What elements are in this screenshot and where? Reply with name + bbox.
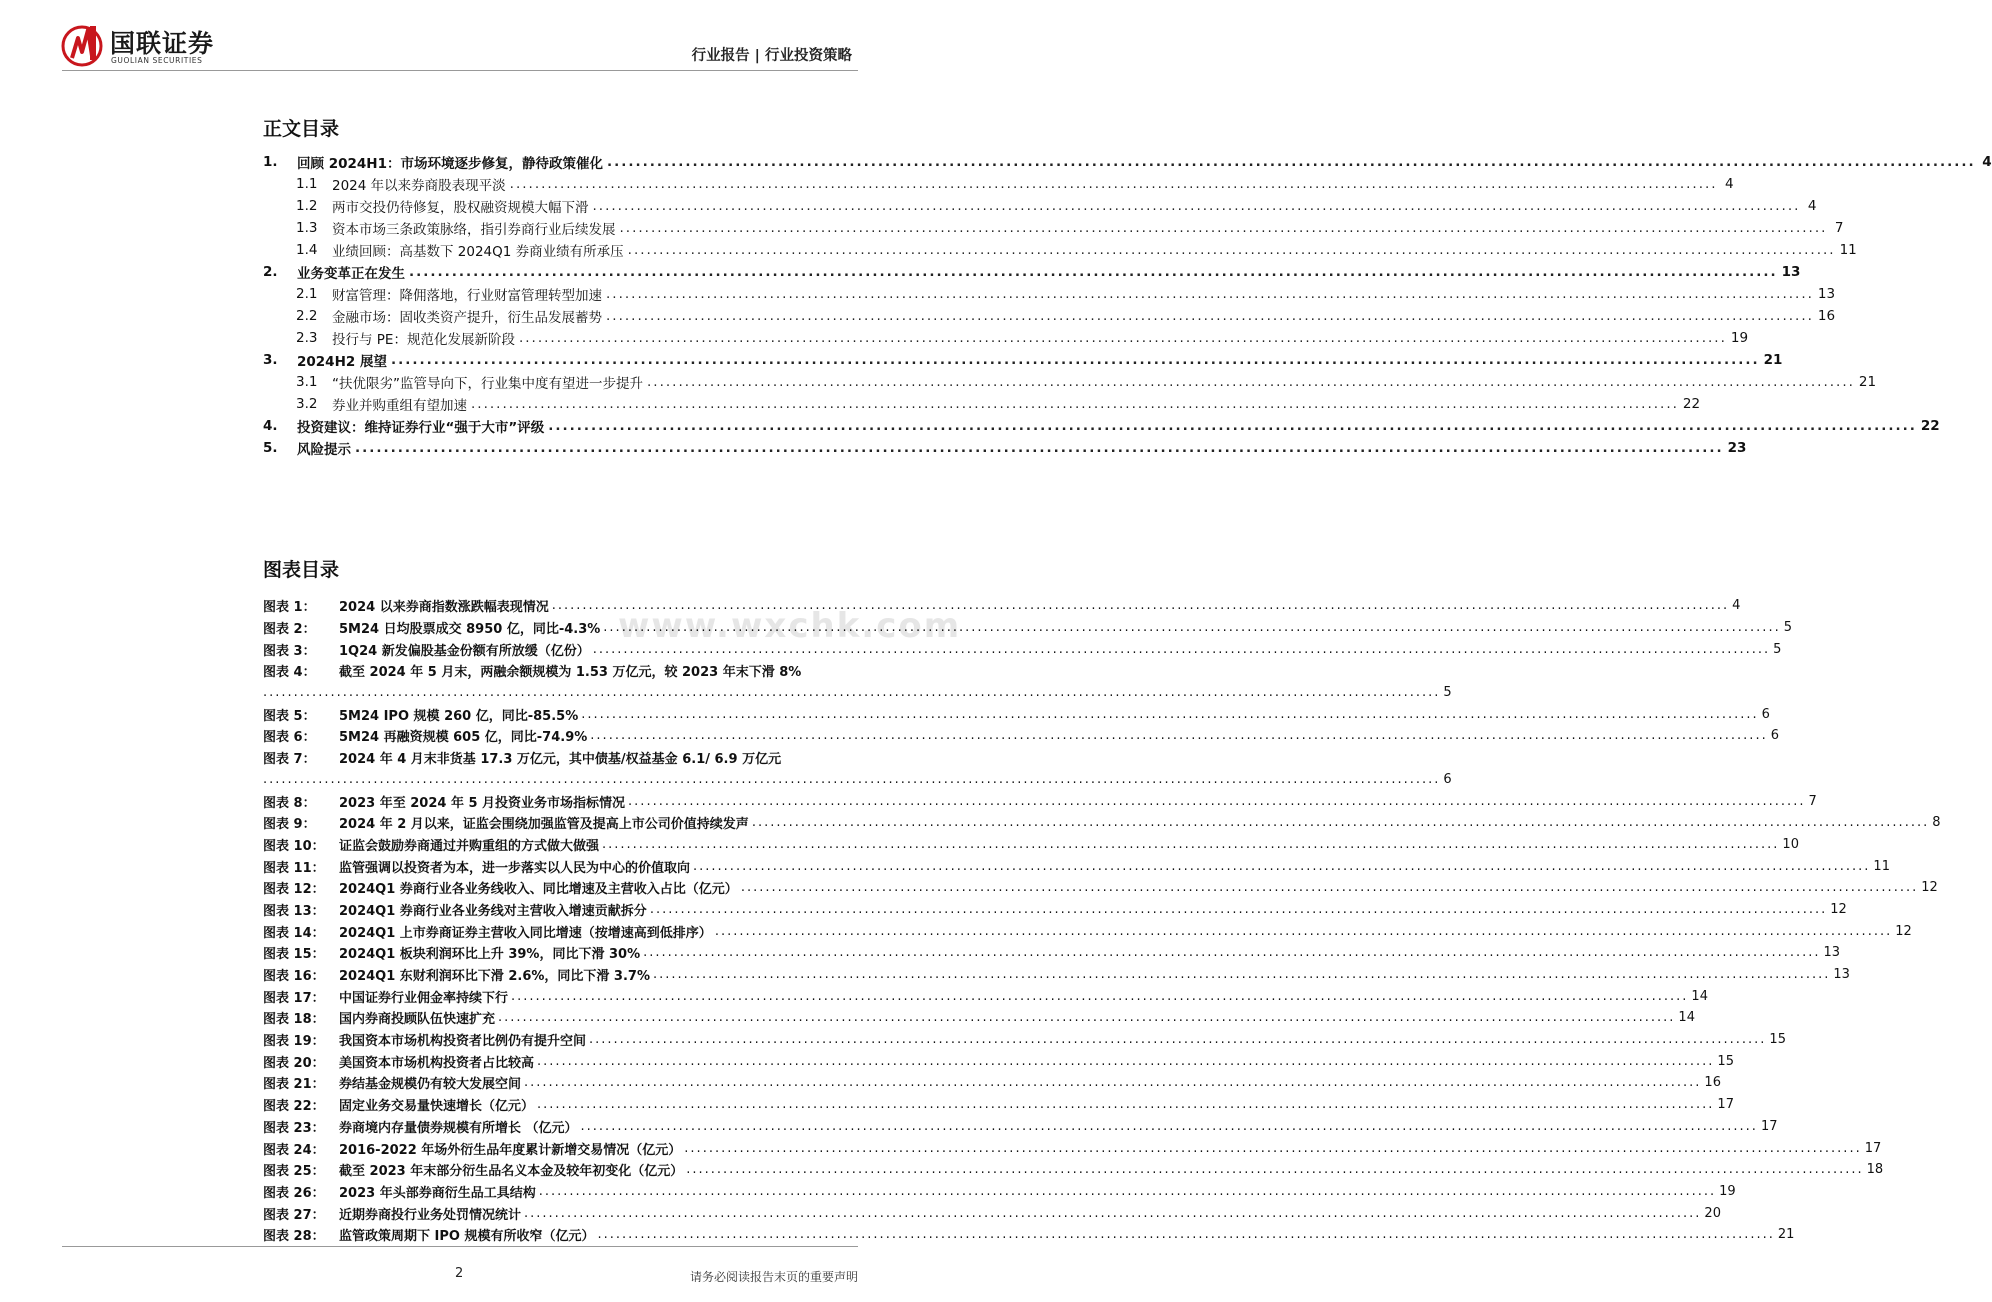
figure-page: 12 [1895,923,1912,939]
dot-leader [647,902,1830,917]
dot-leader [712,924,1895,939]
figure-page: 10 [1782,836,1799,852]
dot-leader [603,154,1980,170]
figure-title: 固定业务交易量快速增长（亿元） [339,1099,535,1115]
figure-title: 我国资本市场机构投资者比例仍有提升空间 [339,1034,587,1050]
figure-label: 图表 4： [263,665,316,681]
figure-page: 7 [1808,793,1817,809]
dot-leader [515,330,1731,346]
page-header [0,0,920,80]
figure-label: 图表 11： [263,860,325,876]
dot-leader [467,396,1683,412]
toc-entry-number: 1.2 [296,198,318,214]
figure-page: 20 [1704,1205,1721,1221]
figure-entry[interactable] [263,1202,1721,1224]
figure-label: 图表 15： [263,947,325,963]
toc-entry-page: 21 [1858,374,1877,390]
toc-entry-page: 13 [1817,286,1836,302]
figure-label: 图表 3： [263,643,316,659]
figure-title: 2016-2022 年场外衍生品年度累计新增交易情况（亿元） [339,1142,682,1158]
figure-entry[interactable] [263,1094,1734,1116]
figure-page: 16 [1704,1075,1721,1091]
figure-entry[interactable] [263,725,1779,747]
dot-leader [578,1119,1761,1134]
figure-label: 图表 13： [263,903,325,919]
dot-leader [590,642,1773,657]
toc-entry-title: 金融市场：固收类资产提升，衍生品发展蓄势 [332,310,602,326]
toc-entry[interactable] [263,305,1836,327]
figure-entry[interactable] [263,790,1817,812]
figure-page: 18 [1866,1162,1884,1178]
logo-subtext: GUOLIAN SECURITIES [111,56,203,65]
figure-page: 17 [1864,1140,1882,1156]
watermark: www.wxchk.com [618,606,962,646]
header-divider [62,70,858,71]
toc-entry[interactable] [263,261,1801,283]
figure-title: 1Q24 新发偏股基金份额有所放缓（亿份） [339,643,590,659]
figure-label: 图表 16： [263,969,325,985]
figure-entry[interactable] [263,1050,1734,1072]
figure-entry[interactable] [263,595,1741,617]
figure-page: 15 [1717,1053,1734,1069]
figure-label: 图表 26： [263,1185,325,1201]
figure-list [263,595,1941,1246]
figure-label: 图表 22： [263,1099,325,1115]
dot-leader [544,418,1921,434]
toc-entry-title: 资本市场三条政策脉络，指引券商行业后续发展 [332,222,616,238]
toc-entry-title: “扶优限劣”监管导向下，行业集中度有望进一步提升 [332,376,643,392]
toc-entry[interactable] [263,415,1940,437]
toc-entry-title: 2024H2 展望 [297,354,387,370]
figure-title: 截至 2024 年 5 月末，两融余额规模为 1.53 万亿元，较 2023 年末下滑 8% [339,665,802,681]
figure-entry[interactable] [263,985,1708,1007]
dot-leader [263,772,1443,787]
figure-title: 截至 2023 年末部分衍生品名义本金及较年初变化（亿元） [339,1164,684,1180]
dot-leader [405,264,1782,280]
dot-leader [534,1097,1717,1112]
figure-label: 图表 2： [263,622,316,638]
figure-page: 17 [1760,1118,1778,1134]
toc-entry[interactable] [263,283,1836,305]
figure-page: 13 [1833,967,1850,983]
figure-title: 2024Q1 上市券商证券主营收入同比增速（按增速高到低排序） [339,925,712,941]
toc-entry-title: 投行与 PE：规范化发展新阶段 [332,332,515,348]
figure-entry[interactable] [263,1137,1882,1159]
dot-leader [536,1184,1719,1199]
toc-entry-title: 券业并购重组有望加速 [332,398,467,414]
toc-entry[interactable] [263,371,1877,393]
figure-entry[interactable] [263,920,1912,942]
figure-page: 5 [1783,620,1792,636]
figure-label: 图表 6： [263,730,316,746]
dot-leader [624,242,1840,258]
dot-leader [625,794,1808,809]
figure-page: 15 [1769,1032,1786,1048]
figure-label: 图表 10： [263,838,325,854]
dot-leader [578,707,1761,722]
figure-page: 5 [1773,641,1782,657]
figure-title: 近期券商投行业务处罚情况统计 [339,1207,522,1223]
figure-title: 国内券商投顾队伍快速扩充 [339,1012,496,1028]
toc-entry[interactable] [263,393,1701,415]
figure-entry[interactable] [263,1224,1795,1246]
dot-leader [602,286,1818,302]
figure-title: 2023 年头部券商衍生品工具结构 [339,1185,536,1201]
figure-page: 4 [1732,598,1741,614]
figure-entry[interactable] [263,747,855,769]
toc-entry-number: 2.2 [296,308,318,324]
figure-page: 8 [1932,815,1941,831]
dot-leader [586,1032,1769,1047]
toc-title: 正文目录 [263,118,340,140]
toc-entry[interactable] [263,327,1749,349]
figure-title: 美国资本市场机构投资者占比较高 [339,1055,535,1071]
figure-entry[interactable] [263,1116,1778,1138]
figure-title: 证监会鼓励券商通过并购重组的方式做大做强 [339,838,600,854]
toc-entry-title: 业务变革正在发生 [297,266,405,282]
dot-leader [534,1054,1717,1069]
figure-title: 2024Q1 东财利润环比下滑 2.6%，同比下滑 3.7% [339,969,650,985]
toc-entry-title: 回顾 2024H1：市场环境逐步修复，静待政策催化 [297,156,603,172]
toc-entry-page: 22 [1682,396,1701,412]
figure-page: 12 [1921,880,1938,896]
figure-label: 图表 28： [263,1229,325,1245]
dot-leader [650,967,1833,982]
toc-entry-number: 5. [263,440,278,456]
dot-leader [594,1227,1777,1242]
figure-entry[interactable] [263,812,1941,834]
toc-entry-title: 财富管理：降佣落地，行业财富管理转型加速 [332,288,602,304]
dot-leader [683,1162,1866,1177]
figure-label: 图表 1： [263,600,316,616]
footer-divider [62,1246,858,1247]
figure-page: 6 [1770,728,1779,744]
figure-title: 5M24 日均股票成交 8950 亿，同比-4.3% [339,622,601,638]
toc-entry-page: 23 [1727,440,1747,456]
toc-entry-number: 2.3 [296,330,318,346]
dot-leader [616,220,1832,236]
figure-entry[interactable] [263,1159,1884,1181]
report-type: 行业报告 | 行业投资策略 [691,48,852,64]
figure-label: 图表 8： [263,795,316,811]
figure-entry[interactable] [263,942,1841,964]
toc-entry-number: 3.2 [296,396,318,412]
figure-title: 2024 年 2 月以来，证监会围绕加强监管及提高上市公司价值持续发声 [339,817,749,833]
figure-page: 13 [1823,945,1841,961]
toc-entry-page: 19 [1730,330,1749,346]
figure-page: 5 [1443,685,1452,701]
company-logo [62,20,242,70]
figure-label: 图表 9： [263,817,316,833]
figure-entry[interactable] [263,834,1799,856]
figure-title: 2024Q1 券商行业各业务线收入、同比增速及主营收入占比（亿元） [339,882,738,898]
figure-label: 图表 24： [263,1142,325,1158]
toc-entry-title: 业绩回顾：高基数下 2024Q1 券商业绩有所承压 [332,244,624,260]
dot-leader [263,685,1443,700]
toc-entry-page: 13 [1781,264,1801,280]
figure-title: 中国证券行业佣金率持续下行 [339,990,509,1006]
figure-entry-continuation[interactable] [263,682,1452,704]
figure-label: 图表 5： [263,708,316,724]
logo-text: 国联证券 [110,29,215,58]
figure-page: 6 [1761,706,1770,722]
dot-leader [681,1141,1864,1156]
toc-entry-title: 2024 年以来券商股表现平淡 [332,178,506,194]
figure-entry[interactable] [263,1029,1786,1051]
figure-label: 图表 23： [263,1120,325,1136]
figure-page: 17 [1717,1097,1734,1113]
toc-entry-page: 22 [1920,418,1940,434]
dot-leader [749,815,1932,830]
figure-title: 5M24 IPO 规模 260 亿，同比-85.5% [339,708,579,724]
figure-title: 2024Q1 券商行业各业务线对主营收入增速贡献拆分 [339,903,647,919]
dot-leader [521,1075,1704,1090]
dot-leader [549,598,1732,613]
figure-entry[interactable] [263,660,855,682]
figure-page: 19 [1719,1183,1736,1199]
toc-entry-title: 两市交投仍待修复，股权融资规模大幅下滑 [332,200,589,216]
figure-page: 14 [1678,1010,1695,1026]
toc-entry-number: 3. [263,352,278,368]
figure-page: 6 [1443,771,1452,787]
figure-label: 图表 21： [263,1077,325,1093]
figure-label: 图表 14： [263,925,325,941]
toc-entry-number: 1.3 [296,220,318,236]
figure-page: 12 [1830,901,1847,917]
toc-entry-number: 3.1 [296,374,318,390]
toc-entry-number: 2.1 [296,286,318,302]
dot-leader [521,1206,1704,1221]
figure-title: 券商境内存量债券规模有所增长 （亿元） [339,1120,578,1136]
figure-label: 图表 27： [263,1207,325,1223]
figure-label: 图表 25： [263,1164,325,1180]
toc-entry-number: 1.1 [296,176,318,192]
toc-entry-number: 2. [263,264,278,280]
figure-entry[interactable] [263,1181,1736,1203]
toc-entry[interactable] [263,151,1992,173]
figure-title: 2024 年 4 月末非货基 17.3 万亿元，其中债基/权益基金 6.1/ 6.9 万亿元 [339,752,782,768]
figure-label: 图表 12： [263,882,325,898]
figure-entry[interactable] [263,1072,1721,1094]
figure-title: 2024 以来券商指数涨跌幅表现情况 [339,600,549,616]
dot-leader [602,308,1818,324]
table-of-contents [263,151,1992,459]
disclaimer-note: 请务必阅读报告末页的重要声明 [689,1270,858,1284]
toc-entry-page: 4 [1724,176,1734,192]
dot-leader [599,837,1782,852]
figures-title: 图表目录 [263,559,340,581]
dot-leader [640,945,1823,960]
figure-entry-continuation[interactable] [263,769,1452,791]
figure-page: 14 [1691,988,1708,1004]
toc-entry-page: 16 [1817,308,1836,324]
page-number: 2 [455,1266,464,1281]
figure-entry[interactable] [263,638,1782,660]
toc-entry[interactable] [263,217,1844,239]
dot-leader [600,620,1783,635]
figure-title: 2024Q1 板块利润环比上升 39%，同比下滑 30% [339,947,641,963]
dot-leader [387,352,1764,368]
figure-title: 5M24 再融资规模 605 亿，同比-74.9% [339,730,588,746]
figure-title: 2023 年至 2024 年 5 月投资业务市场指标情况 [339,795,626,811]
toc-entry-page: 21 [1763,352,1783,368]
figure-page: 11 [1873,858,1890,874]
toc-entry[interactable] [263,437,1747,459]
figure-entry[interactable] [263,877,1938,899]
dot-leader [643,374,1859,390]
toc-entry-title: 投资建议：维持证券行业“强于大市”评级 [297,420,545,436]
toc-entry[interactable] [263,239,1857,261]
toc-entry-number: 1. [263,154,278,170]
toc-entry-number: 4. [263,418,278,434]
figure-entry[interactable] [263,1007,1695,1029]
figure-title: 监管强调以投资者为本，进一步落实以人民为中心的价值取向 [339,860,691,876]
dot-leader [351,440,1728,456]
logo-emblem-icon [62,22,106,68]
dot-leader [508,989,1691,1004]
dot-leader [690,859,1873,874]
toc-entry-page: 4 [1982,154,1992,170]
dot-leader [738,880,1921,895]
figure-page: 21 [1777,1227,1795,1243]
toc-entry[interactable] [263,173,1734,195]
dot-leader [589,198,1805,214]
dot-leader [506,176,1722,192]
figure-label: 图表 18： [263,1012,325,1028]
toc-entry-page: 11 [1839,242,1857,258]
toc-entry-page: 4 [1807,198,1817,214]
dot-leader [495,1010,1678,1025]
toc-entry-title: 风险提示 [297,442,351,458]
figure-entry[interactable] [263,899,1847,921]
figure-label: 图表 19： [263,1034,325,1050]
figure-label: 图表 7： [263,752,316,768]
figure-entry[interactable] [263,703,1770,725]
toc-entry[interactable] [263,349,1783,371]
figure-label: 图表 17： [263,990,325,1006]
figure-title: 券结基金规模仍有较大发展空间 [339,1077,522,1093]
dot-leader [587,728,1770,743]
figure-label: 图表 20： [263,1055,325,1071]
figure-title: 监管政策周期下 IPO 规模有所收窄（亿元） [339,1229,595,1245]
figure-entry[interactable] [263,964,1850,986]
toc-entry-page: 7 [1834,220,1844,236]
toc-entry-number: 1.4 [296,242,318,258]
figure-entry[interactable] [263,855,1890,877]
toc-entry[interactable] [263,195,1817,217]
